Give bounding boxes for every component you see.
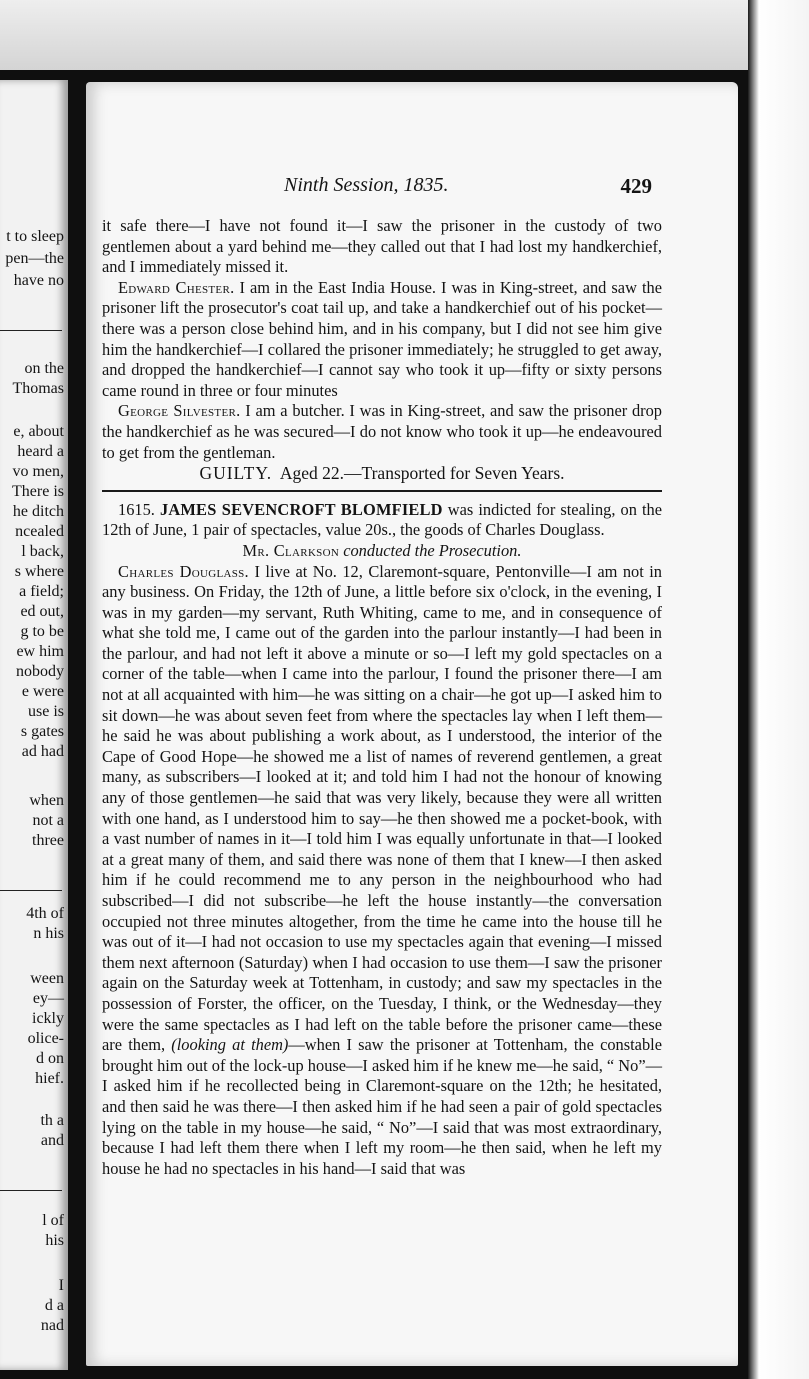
- facing-page-text: ad had: [21, 743, 64, 760]
- testimony-paragraph: [102, 401, 662, 463]
- facing-page-text: n his: [33, 925, 64, 942]
- facing-page-text: There is: [12, 483, 64, 500]
- facing-page-text: ew him: [16, 643, 64, 660]
- facing-page-text: when: [29, 792, 64, 809]
- page-number: 429: [620, 174, 652, 198]
- paragraph: [102, 216, 662, 278]
- testimony-text: I live at No. 12, Claremont-square, Pentonville—I am not in any business. On Friday, the 12th of June, a little before six o'clock, in the evening, I was in my garden—my servant, Ruth Whiting, came to me, and in consequence of what she told me, I came out of the garden into the parlour instantly—I had been in the parlour, and had not left it above a minute or so—I left my gold spectacles on a corner of the table—when I came into the parlour, I found the prisoner there—I am not at all acquainted with him—he was sitting on a chair—he got up—I asked him to sit down—he was about seven feet from where the spectacles lay when I left them—he said he was about publishing a work about, as I understood, the interior of the Cape of Good Hope—he showed me a list of names of reverend gentlemen, a great many, as subscribers—I looked at it; and told him I had not the honour of knowing any of those gentlemen—he said that was very likely, because they were all written with one hand, as I understood him to say—he then showed me a pocket-book, with a vast number of names in it—I told him I was equally unfortunate in that—I looked at a great many of them, and said there was none of them that I knew—I then asked him if he could recommend me to any person in the neighbourhood who had subscribed—I did not subscribe—he left the house instantly—the conversation occupied not three minutes altogether, from the time he came into the house till he was out of it—I had not occasion to use my spectacles again that evening—I missed them next afternoon (Saturday) when I had occasion to use them—I saw the prisoner again on the Saturday week at Tottenham, in custody; and saw my spectacles in the possession of Forster, the officer, on the Tuesday, I think, or the Wednesday—they were the same spectacles as I had left on the table before the prisoner came—these are them,: [102, 561, 662, 1055]
- facing-page-text: on the: [24, 360, 64, 377]
- facing-page-text: vo men,: [12, 463, 64, 480]
- facing-page-text: nobody: [16, 663, 64, 680]
- facing-page-text: a field;: [19, 583, 64, 600]
- facing-page-text: ey—: [32, 990, 64, 1007]
- facing-page-text: three: [32, 832, 64, 849]
- stage-direction: (looking at them): [171, 1035, 289, 1055]
- facing-page-text: e, about: [13, 423, 64, 440]
- facing-page-text: he ditch: [12, 503, 64, 520]
- facing-page-text: heard a: [17, 443, 64, 460]
- facing-page-divider: [0, 890, 62, 891]
- facing-page-text: olice-: [27, 1030, 64, 1047]
- facing-page-text: ickly: [32, 1010, 64, 1027]
- facing-page-text: s where: [14, 563, 64, 580]
- facing-page-text: hief.: [35, 1070, 64, 1087]
- facing-page-text: and: [40, 1132, 64, 1149]
- facing-page-text: nad: [40, 1317, 64, 1334]
- verdict-line: [102, 463, 662, 484]
- sentence: Aged 22.—Transported for Seven Years.: [279, 463, 565, 484]
- scan-right-margin: [748, 0, 809, 1379]
- counsel-line: [102, 541, 662, 562]
- facing-page-text: t to sleep: [6, 228, 64, 245]
- page-body: [102, 216, 662, 1179]
- facing-page-fragment: [0, 80, 68, 1370]
- paragraph-text: it safe there—I have not found it—I saw the prisoner in the custody of two gentlemen about a yard behind me—they called out that I had lost my handkerchief, and I immediately missed it.: [102, 216, 662, 277]
- facing-page-text: Thomas: [12, 380, 64, 397]
- testimony-text-continued: —when I saw the prisoner at Tottenham, the constable brought him out of the lock-up house—I asked him if he knew me—he said, “ No”—I asked him if he recollected being in Claremont-square on the 12th; he hesitated, and then said he was there—I then asked him if he had seen a pair of gold spectacles lying on the table in my house—he said, “ No”—I said that was most extraordinary, because I had left them there when I left my room—he then said, when he left my house he had no spectacles in his hand—I said that was: [102, 1035, 662, 1178]
- facing-page-text: ncealed: [15, 523, 64, 540]
- witness-name: Charles Douglass.: [118, 561, 249, 581]
- facing-page-divider: [0, 330, 62, 331]
- facing-page-text: his: [45, 1232, 64, 1249]
- case-number: 1615.: [118, 499, 155, 519]
- facing-page-text: 4th of: [26, 905, 64, 922]
- facing-page-text: s gates: [20, 723, 64, 740]
- book-page: [86, 82, 738, 1366]
- verdict: GUILTY.: [199, 463, 273, 484]
- page-header: [86, 174, 738, 198]
- counsel-name: Mr. Clarkson: [242, 540, 340, 560]
- facing-page-divider: [0, 1190, 62, 1191]
- facing-page-text: e were: [21, 683, 64, 700]
- facing-page-text: l of: [42, 1212, 64, 1229]
- witness-name: George Silvester.: [118, 401, 241, 421]
- facing-page-text: have no: [13, 272, 64, 289]
- section-divider: [102, 490, 662, 492]
- defendant-name: JAMES SEVENCROFT BLOMFIELD: [159, 499, 443, 519]
- facing-page-text: use is: [28, 703, 64, 720]
- indictment-paragraph: [102, 500, 662, 541]
- facing-page-text: d on: [36, 1050, 64, 1067]
- indictment-text: was indicted for stealing, on the 12th of June, 1 pair of spectacles, value 20s., the goods of Charles Douglass.: [102, 499, 662, 540]
- facing-page-text: ween: [30, 970, 64, 987]
- testimony-text: I am a butcher. I was in King-street, and saw the prisoner drop the handkerchief as he was secured—I do not know who took it up—he endeavoured to get from the gentleman.: [102, 401, 662, 462]
- facing-page-text: l back,: [21, 543, 64, 560]
- facing-page-text: not a: [32, 812, 64, 829]
- facing-page-text: pen—the: [5, 250, 64, 267]
- facing-page-text: d a: [44, 1297, 64, 1314]
- running-title: Ninth Session, 1835.: [284, 174, 449, 196]
- facing-page-text: I: [58, 1277, 64, 1294]
- testimony-paragraph: [102, 562, 662, 1180]
- testimony-paragraph: [102, 278, 662, 402]
- facing-page-text: th a: [40, 1112, 64, 1129]
- witness-name: Edward Chester.: [118, 277, 235, 297]
- facing-page-text: ed out,: [20, 603, 64, 620]
- testimony-text: I am in the East India House. I was in King-street, and saw the prisoner lift the prosecutor's coat tail up, and take a handkerchief out of his pocket—there was a person close behind him, and in his company, but I did not see him give him the handkerchief—I collared the prisoner immediately; he struggled to get away, and dropped the handkerchief—I cannot say who took it up—fifty or sixty persons came round in three or four minutes: [102, 277, 662, 400]
- facing-page-text: g to be: [20, 623, 64, 640]
- counsel-role: conducted the Prosecution.: [343, 540, 522, 560]
